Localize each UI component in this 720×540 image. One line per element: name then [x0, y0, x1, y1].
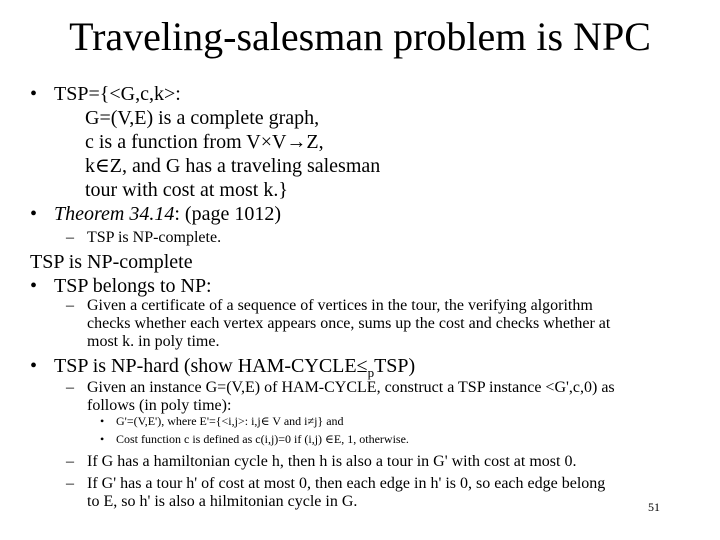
np-detail-line: Given a certificate of a sequence of vertices in the tour, the verifying algorithm	[87, 297, 593, 314]
page-number: 51	[648, 500, 660, 514]
dash-marker: –	[66, 297, 74, 314]
bullet-marker: •	[30, 355, 38, 377]
tsp-definition-line: TSP={<G,c,k>:	[54, 83, 181, 105]
np-hard-subscript: p	[367, 365, 375, 380]
theorem-page: : (page 1012)	[174, 203, 282, 225]
tsp-definition-line: c is a function from V×V→Z,	[85, 131, 324, 153]
bullet-marker: •	[100, 414, 105, 428]
bullet-marker: •	[30, 275, 38, 297]
np-detail-line: most k. in poly time.	[87, 333, 220, 350]
np-detail-line: checks whether each vertex appears once, sums up the cost and checks whether at	[87, 315, 611, 332]
tsp-definition-line: G=(V,E) is a complete graph,	[85, 107, 320, 129]
bullet-marker: •	[30, 83, 38, 105]
proof-line: If G' has a tour h' of cost at most 0, then each edge in h' is 0, so each edge belong	[87, 475, 606, 492]
theorem-label: Theorem 34.14	[54, 203, 175, 225]
dash-marker: –	[66, 379, 74, 396]
slide-title: Traveling-salesman problem is NPC	[69, 14, 651, 59]
np-hard-suffix: TSP)	[374, 355, 416, 377]
reduction-line: follows (in poly time):	[87, 397, 232, 414]
tsp-definition-line: tour with cost at most k.}	[85, 179, 288, 201]
reduction-line: Given an instance G=(V,E) of HAM-CYCLE, construct a TSP instance <G',c,0) as	[87, 379, 615, 396]
theorem-line	[54, 202, 281, 226]
bullet-marker: •	[30, 203, 38, 225]
bullet-marker: •	[100, 432, 105, 446]
np-hard-prefix: TSP is NP-hard (show HAM-CYCLE≤	[54, 355, 368, 377]
theorem-statement: TSP is NP-complete.	[87, 229, 222, 246]
np-bullet: TSP belongs to NP:	[54, 275, 212, 297]
section-heading: TSP is NP-complete	[30, 251, 193, 273]
dash-marker: –	[66, 475, 74, 492]
tsp-definition-line: k∈Z, and G has a traveling salesman	[85, 155, 381, 177]
dash-marker: –	[66, 453, 74, 470]
reduction-detail: Cost function c is defined as c(i,j)=0 if (i,j) ∈E, 1, otherwise.	[116, 432, 409, 446]
reduction-detail: G'=(V,E'), where E'={<i,j>: i,j∈ V and i≠j} and	[116, 414, 344, 428]
proof-line: to E, so h' is also a hilmitonian cycle in G.	[87, 493, 358, 510]
dash-marker: –	[66, 229, 74, 246]
proof-line: If G has a hamiltonian cycle h, then h is also a tour in G' with cost at most 0.	[87, 453, 577, 470]
